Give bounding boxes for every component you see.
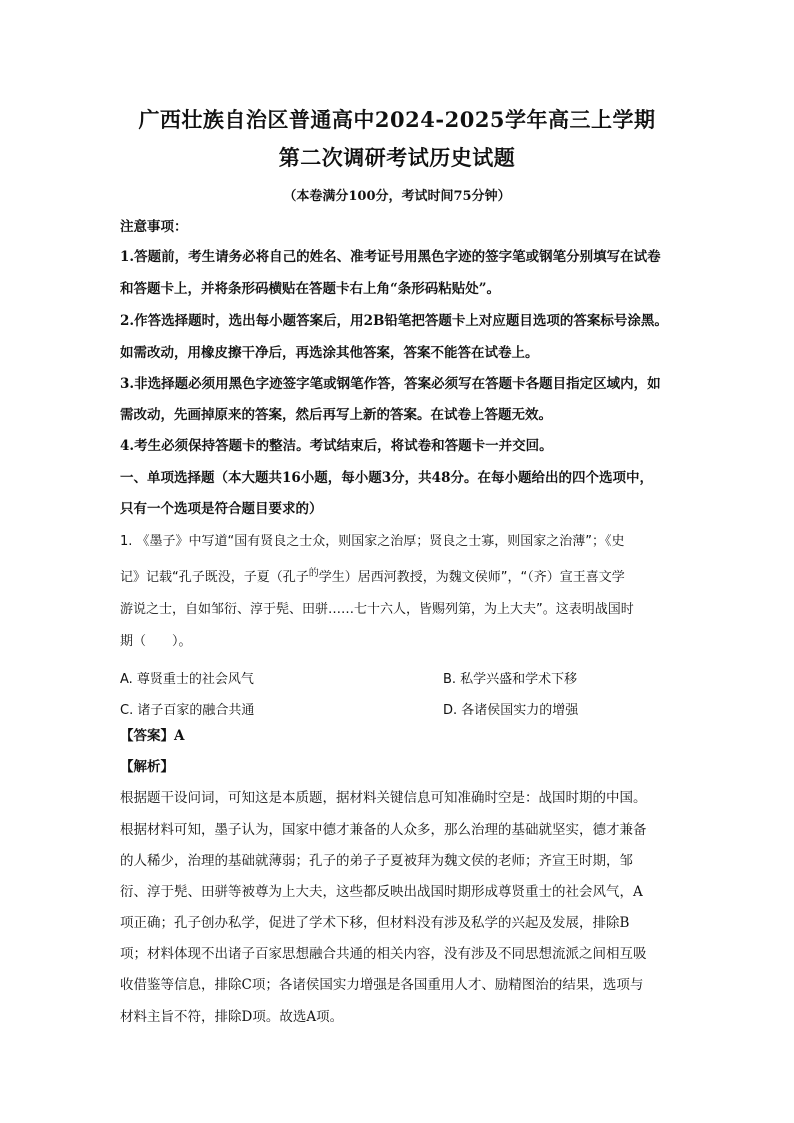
question-1-line2-part-b: 学生）居西河教授，为魏文侯师”，“（齐）宣王喜文学 xyxy=(318,570,625,585)
question-1-line1: 1. 《墨子》中写道“国有贤良之士众，则国家之治厚；贤良之士寡，则国家之治薄”；《史 xyxy=(120,534,625,549)
notice-line-6: 需改动，先画掉原来的答案，然后再写上新的答案。在试卷上答题无效。 xyxy=(120,407,552,423)
analysis-line-8: 材料主旨不符，排除D项。故选A项。 xyxy=(120,1009,344,1025)
option-c: C. 诸子百家的融合共通 xyxy=(120,703,255,718)
analysis-line-6: 项；材料体现不出诸子百家思想融合共通的相关内容，没有涉及不同思想流派之间相互吸 xyxy=(120,946,647,962)
analysis-line-4: 衍、淳于髡、田骈等被尊为上大夫，这些都反映出战国时期形成尊贤重士的社会风气，A xyxy=(120,884,643,900)
question-1-line3: 游说之士，自如邹衍、淳于髡、田骈……七十六人，皆赐列第，为上大夫”。这表明战国时 xyxy=(120,602,634,617)
option-a: A. 尊贤重士的社会风气 xyxy=(120,672,254,687)
analysis-line-1: 根据题干设问词，可知这是本质题，据材料关键信息可知准确时空是：战国时期的中国。 xyxy=(120,790,647,806)
notice-line-4: 如需改动，用橡皮擦干净后，再选涂其他答案，答案不能答在试卷上。 xyxy=(120,345,539,361)
question-1-line2-superscript: 的 xyxy=(308,568,319,579)
analysis-line-3: 的人稀少，治理的基础就薄弱；孔子的弟子子夏被拜为魏文侯的老师；齐宣王时期，邹 xyxy=(120,853,633,869)
notice-heading: 注意事项： xyxy=(120,219,188,235)
question-1-line2 xyxy=(120,568,680,585)
analysis-line-7: 收借鉴等信息，排除C项；各诸侯国实力增强是各国重用人才、励精图治的结果，选项与 xyxy=(120,977,644,993)
notice-line-5: 3.非选择题必须用黑色字迹签字笔或钢笔作答，答案必须写在答题卡各题目指定区域内，如 xyxy=(120,376,661,392)
notice-line-1: 1.答题前，考生请务必将自己的姓名、准考证号用黑色字迹的签字笔或钢笔分别填写在试卷 xyxy=(120,249,661,265)
notice-line-7: 4.考生必须保持答题卡的整洁。考试结束后，将试卷和答题卡一并交回。 xyxy=(120,438,553,454)
option-b: B. 私学兴盛和学术下移 xyxy=(443,672,578,687)
section-heading-line1: 一、单项选择题（本大题共16小题，每小题3分，共48分。在每小题给出的四个选项中， xyxy=(120,470,653,486)
analysis-line-2: 根据材料可知，墨子认为，国家中德才兼备的人众多，那么治理的基础就坚实，德才兼备 xyxy=(120,822,647,838)
analysis-line-5: 项正确；孔子创办私学，促进了学术下移，但材料没有涉及私学的兴起及发展，排除B xyxy=(120,915,630,931)
notice-line-3: 2.作答选择题时，选出每小题答案后，用2B铅笔把答题卡上对应题目选项的答案标号涂黑。 xyxy=(120,313,668,329)
exam-title-line2: 第二次调研考试历史试题 xyxy=(278,145,516,170)
exam-subtitle: （本卷满分100分，考试时间75分钟） xyxy=(283,189,511,204)
notice-line-2: 和答题卡上，并将条形码横贴在答题卡右上角“条形码粘贴处”。 xyxy=(120,281,501,297)
analysis-label: 【解析】 xyxy=(120,759,174,775)
option-d: D. 各诸侯国实力的增强 xyxy=(443,703,579,718)
exam-title-line1: 广西壮族自治区普通高中2024-2025学年高三上学期 xyxy=(138,107,656,132)
answer-label: 【答案】A xyxy=(120,728,185,744)
section-heading-line2: 只有一个选项是符合题目要求的） xyxy=(120,501,323,517)
question-1-line2-part-a: 记》记载“孔子既没，子夏（孔子 xyxy=(120,570,309,585)
question-1-line4: 期（ ）。 xyxy=(120,634,192,649)
